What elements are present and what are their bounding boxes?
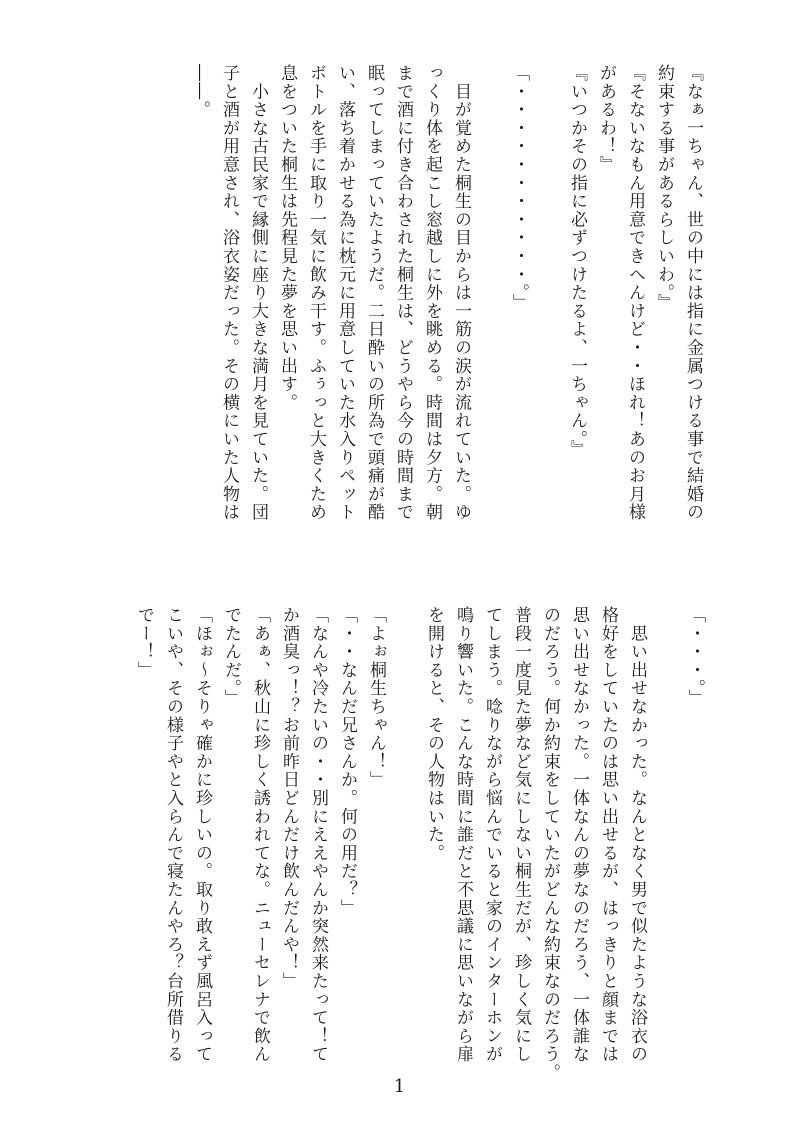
text-line: のだろう。何か約束をしていたがどんな約束なのだろう。 <box>540 606 560 1082</box>
text-line: ――。 <box>190 64 210 119</box>
text-line: まで酒に付き合わされた桐生は、どうやら今の時間まで <box>393 64 413 522</box>
text-line: があるわ！』 <box>596 64 616 174</box>
text-line: 『なぁ一ちゃん、世の中には指に金属つける事で結婚の <box>683 64 703 522</box>
text-line: でー！」 <box>134 606 154 680</box>
text-line: 『いつかその指に必ずつけたるよ、一ちゃん。』 <box>567 64 587 459</box>
text-line: 「なんや冷たいの・・別にええやんか突然来たって！て <box>308 606 328 1064</box>
text-line: 「・・・・・・・・・・・。」 <box>509 64 529 312</box>
text-line: 「・・なんだ兄さんか。何の用だ？」 <box>337 606 357 918</box>
lower-text-block <box>129 606 709 1086</box>
text-line: っくり体を起こし窓越しに外を眺める。時間は夕方。朝 <box>422 64 442 522</box>
blank-line <box>390 606 419 1086</box>
text-line: 鳴り響いた。こんな時間に誰だと不思議に思いながら扉 <box>453 606 473 1064</box>
text-line: でたんだ。」 <box>221 606 241 708</box>
text-line: 子と酒が用意され、浴衣姿だった。その横にいた人物は <box>219 64 239 522</box>
blank-line <box>533 64 562 544</box>
text-line: ボトルを手に取り一気に飲み干す。ふぅっと大きくため <box>306 64 326 522</box>
text-line: 「あぁ、秋山に珍しく誘われてな。ニューセレナで飲ん <box>250 606 270 1064</box>
text-line: 普段一度見た夢など気にしない桐生だが、珍しく気にし <box>511 606 531 1064</box>
text-line: てしまう。唸りながら悩んでいると家のインターホンが <box>482 606 502 1064</box>
text-line: 息をついた桐生は先程見た夢を思い出す。 <box>277 64 297 412</box>
text-line: か酒臭っ！？お前昨日どんだけ飲んだんや！」 <box>279 606 299 991</box>
text-line: 目が覚めた桐生の目からは一筋の涙が流れていた。ゆ <box>451 64 471 522</box>
text-line: 思い出せなかった。一体なんの夢なのだろう、一体誰な <box>569 606 589 1064</box>
page-number: 1 <box>393 1076 406 1097</box>
upper-text-block <box>185 64 707 544</box>
blank-line <box>475 64 504 544</box>
text-line: 「ほぉ～そりゃ確かに珍しいの。取り敢えず風呂入って <box>192 606 212 1064</box>
text-line: 思い出せなかった。なんとなく男で似たような浴衣の <box>627 606 647 1064</box>
text-line: 「よぉ桐生ちゃん！」 <box>366 606 386 789</box>
text-line: 小さな古民家で縁側に座り大きな満月を見ていた。団 <box>248 64 268 522</box>
text-line: こいや、その様子やと入らんで寝たんやろ？台所借りる <box>163 606 183 1064</box>
text-line: 格好をしていたのは思い出せるが、はっきりと顔までは <box>598 606 618 1064</box>
text-line: 『そないなもん用意できへんけど・・ほれ！あのお月様 <box>625 64 645 522</box>
text-line: 眠ってしまっていたようだ。二日酔いの所為で頭痛が酷 <box>364 64 384 522</box>
text-line: 「・・・。」 <box>685 606 705 708</box>
text-line: を開けると、その人物はいた。 <box>424 606 444 863</box>
text-line: 約束する事があるらしいわ。』 <box>654 64 674 312</box>
blank-line <box>651 606 680 1086</box>
text-line: い、落ち着かせる為に枕元に用意していた水入りペット <box>335 64 355 522</box>
